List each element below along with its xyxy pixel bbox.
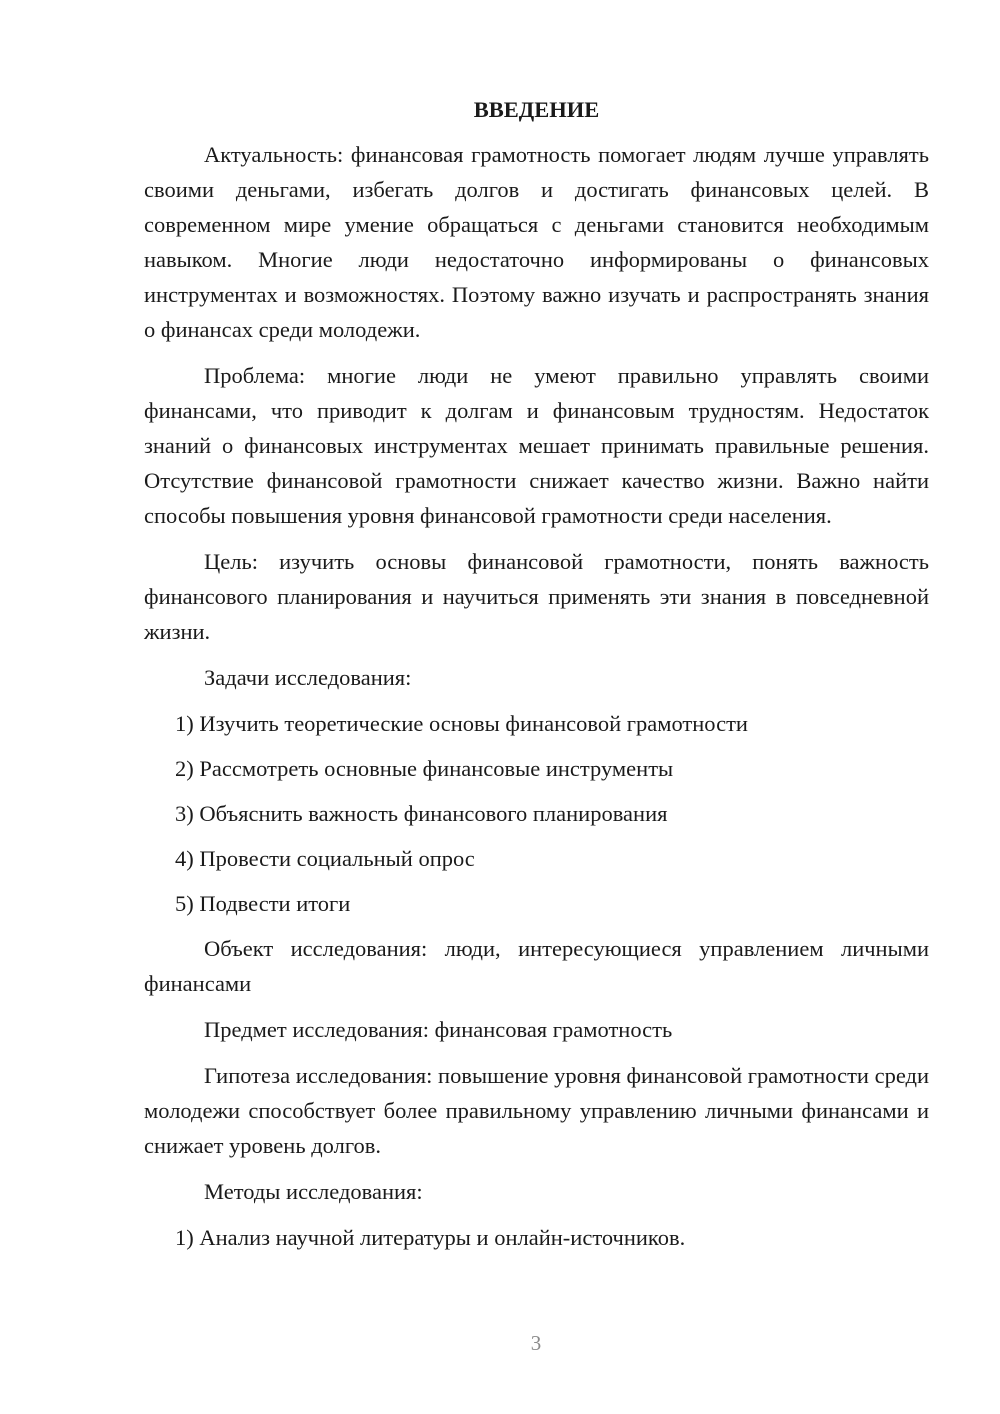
problem-paragraph: Проблема: многие люди не умеют правильно управлять своими финансами, что приводит к долгам и финансовым трудностям. Недостаток знаний о финансовых инструментах мешает принимать правильные решения. Отсутствие финансовой грамотности снижает качество жизни. Важно найти способы повышения уровня финансовой грамотности среди населения. xyxy=(144,363,929,528)
subject-paragraph: Предмет исследования: финансовая грамотность xyxy=(204,1017,673,1042)
object-paragraph: Объект исследования: люди, интересующиеся управлением личными финансами xyxy=(144,936,929,996)
tasks-heading: Задачи исследования: xyxy=(204,665,412,690)
relevance-paragraph: Актуальность: финансовая грамотность помогает людям лучше управлять своими деньгами, избегать долгов и достигать финансовых целей. В современном мире умение обращаться с деньгами становится необходимым навыком. Многие люди недостаточно информированы о финансовых инструментах и возможностях. Поэтому важно изучать и распространять знания о финансах среди молодежи. xyxy=(144,142,929,342)
task-item: 3) Объяснить важность финансового планирования xyxy=(175,801,668,826)
task-item: 5) Подвести итоги xyxy=(175,891,351,916)
section-title: ВВЕДЕНИЕ xyxy=(473,97,600,122)
page-content xyxy=(144,92,929,1265)
task-item: 4) Провести социальный опрос xyxy=(175,846,475,871)
page-number: 3 xyxy=(530,1331,542,1355)
tasks-list xyxy=(144,706,929,921)
methods-heading: Методы исследования: xyxy=(204,1179,423,1204)
goal-paragraph: Цель: изучить основы финансовой грамотности, понять важность финансового планирования и научиться применять эти знания в повседневной жизни. xyxy=(144,549,929,644)
task-item: 1) Изучить теоретические основы финансовой грамотности xyxy=(175,711,748,736)
methods-list xyxy=(144,1220,929,1255)
method-item: 1) Анализ научной литературы и онлайн-источников. xyxy=(175,1225,686,1250)
task-item: 2) Рассмотреть основные финансовые инструменты xyxy=(175,756,674,781)
hypothesis-paragraph: Гипотеза исследования: повышение уровня финансовой грамотности среди молодежи способствует более правильному управлению личными финансами и снижает уровень долгов. xyxy=(144,1063,930,1158)
